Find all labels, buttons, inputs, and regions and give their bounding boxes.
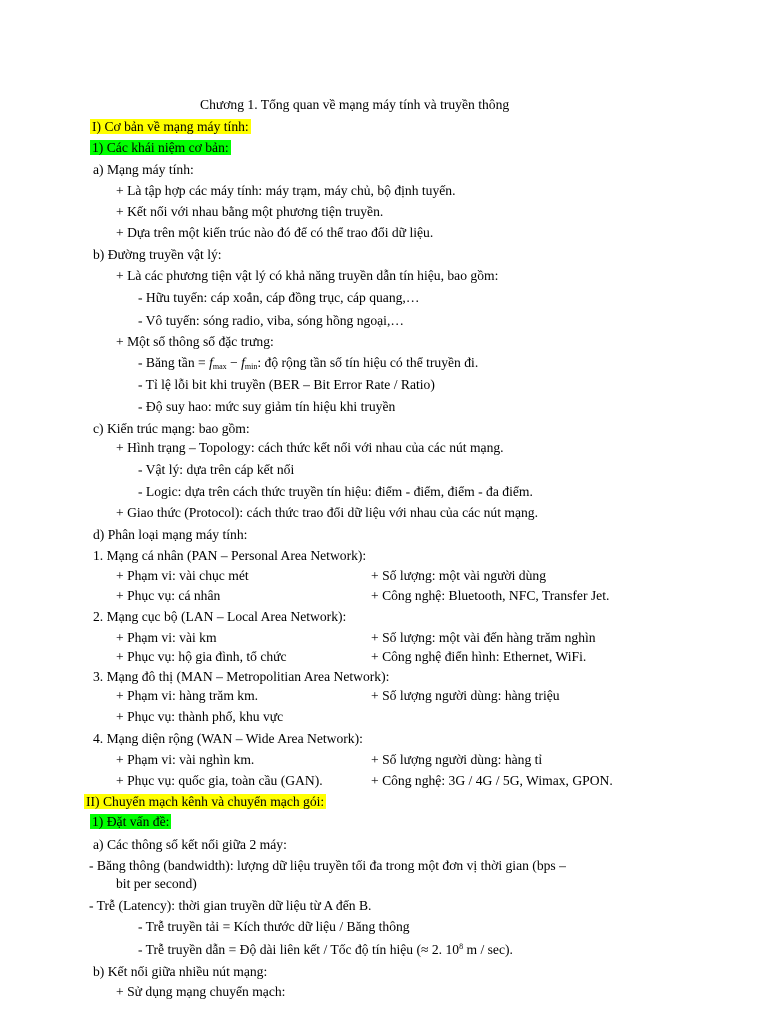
network-type-man: 3. Mạng đô thị (MAN – Metropolitian Area Network): (93, 669, 390, 684)
bandwidth-formula: - Băng tần = $f_{max} - f_{min}$: độ rộng tần số tín hiệu có thể truyền đi. (138, 355, 479, 371)
wan-users: + Số lượng người dùng: hàng tỉ (371, 752, 543, 767)
section-2-heading: II) Chuyển mạch kênh và chuyển mạch gói: (86, 794, 325, 809)
topology-sub-item: - Logic: dựa trên cách thức truyền tín hiệu: điểm - điểm, điểm - đa điểm. (138, 484, 533, 499)
switching-network-item: + Sử dụng mạng chuyển mạch: (116, 984, 286, 999)
ber-item: - Tỉ lệ lỗi bit khi truyền (BER – Bit Error Rate / Ratio) (138, 377, 435, 392)
subsection-1-1-heading: 1) Các khái niệm cơ bản: (92, 140, 229, 155)
lan-serves: + Phục vụ: hộ gia đình, tổ chức (116, 649, 287, 664)
propagation-delay: - Trễ truyền dẫn = Độ dài liên kết / Tốc độ tín hiệu (≈ 2. $10^8$ m / sec). (138, 942, 513, 957)
man-range: + Phạm vi: hàng trăm km. (116, 688, 259, 703)
wan-serves: + Phục vụ: quốc gia, toàn cầu (GAN). (116, 773, 323, 788)
item-b-heading: b) Đường truyền vật lý: (93, 247, 222, 262)
item-d-heading: d) Phân loại mạng máy tính: (93, 527, 248, 542)
topology-item: + Hình trạng – Topology: cách thức kết nối với nhau của các nút mạng. (116, 440, 504, 455)
wan-range: + Phạm vi: vài nghìn km. (116, 752, 255, 767)
bandwidth-def-cont: bit per second) (116, 876, 197, 891)
item-2b-heading: b) Kết nối giữa nhiều nút mạng: (93, 964, 268, 979)
protocol-item: + Giao thức (Protocol): cách thức trao đổi dữ liệu với nhau của các nút mạng. (116, 505, 538, 520)
network-def-item: + Là tập hợp các máy tính: máy trạm, máy chủ, bộ định tuyến. (116, 183, 456, 198)
pan-serves: + Phục vụ: cá nhân (116, 588, 221, 603)
item-a-heading: a) Mạng máy tính: (93, 162, 194, 177)
latency-def: - Trễ (Latency): thời gian truyền dữ liệu từ A đến B. (89, 898, 372, 913)
man-serves: + Phục vụ: thành phố, khu vực (116, 709, 284, 724)
lan-range: + Phạm vi: vài km (116, 630, 217, 645)
network-def-item: + Dựa trên một kiến trúc nào đó để có thể trao đổi dữ liệu. (116, 225, 434, 240)
network-type-pan: 1. Mạng cá nhân (PAN – Personal Area Network): (93, 548, 367, 563)
pan-tech: + Công nghệ: Bluetooth, NFC, Transfer Jet. (371, 588, 610, 603)
network-def-item: + Kết nối với nhau bằng một phương tiện truyền. (116, 204, 384, 219)
pan-users: + Số lượng: một vài người dùng (371, 568, 546, 583)
lan-tech: + Công nghệ điển hình: Ethernet, WiFi. (371, 649, 587, 664)
item-c-heading: c) Kiến trúc mạng: bao gồm: (93, 421, 250, 436)
parameters-item: + Một số thông số đặc trưng: (116, 334, 274, 349)
media-def-item: + Là các phương tiện vật lý có khả năng truyền dẫn tín hiệu, bao gồm: (116, 268, 499, 283)
man-users: + Số lượng người dùng: hàng triệu (371, 688, 560, 703)
media-sub-item: - Hữu tuyến: cáp xoắn, cáp đồng trục, cáp quang,… (138, 290, 420, 305)
page-title: Chương 1. Tổng quan về mạng máy tính và truyền thông (200, 97, 510, 112)
pan-range: + Phạm vi: vài chục mét (116, 568, 249, 583)
section-1-heading: I) Cơ bản về mạng máy tính: (92, 119, 249, 134)
attenuation-item: - Độ suy hao: mức suy giảm tín hiệu khi truyền (138, 399, 396, 414)
lan-users: + Số lượng: một vài đến hàng trăm nghìn (371, 630, 596, 645)
subsection-2-1-heading: 1) Đặt vấn đề: (92, 814, 170, 829)
item-2a-heading: a) Các thông số kết nối giữa 2 máy: (93, 837, 287, 852)
media-sub-item: - Vô tuyến: sóng radio, viba, sóng hồng ngoại,… (138, 313, 404, 328)
network-type-wan: 4. Mạng diện rộng (WAN – Wide Area Network): (93, 731, 363, 746)
wan-tech: + Công nghệ: 3G / 4G / 5G, Wimax, GPON. (371, 773, 613, 788)
topology-sub-item: - Vật lý: dựa trên cáp kết nối (138, 462, 295, 477)
bandwidth-def: - Băng thông (bandwidth): lượng dữ liệu truyền tối đa trong một đơn vị thời gian (bps – (89, 858, 566, 873)
network-type-lan: 2. Mạng cục bộ (LAN – Local Area Network): (93, 609, 347, 624)
transmission-delay: - Trễ truyền tải = Kích thước dữ liệu / Băng thông (138, 919, 410, 934)
